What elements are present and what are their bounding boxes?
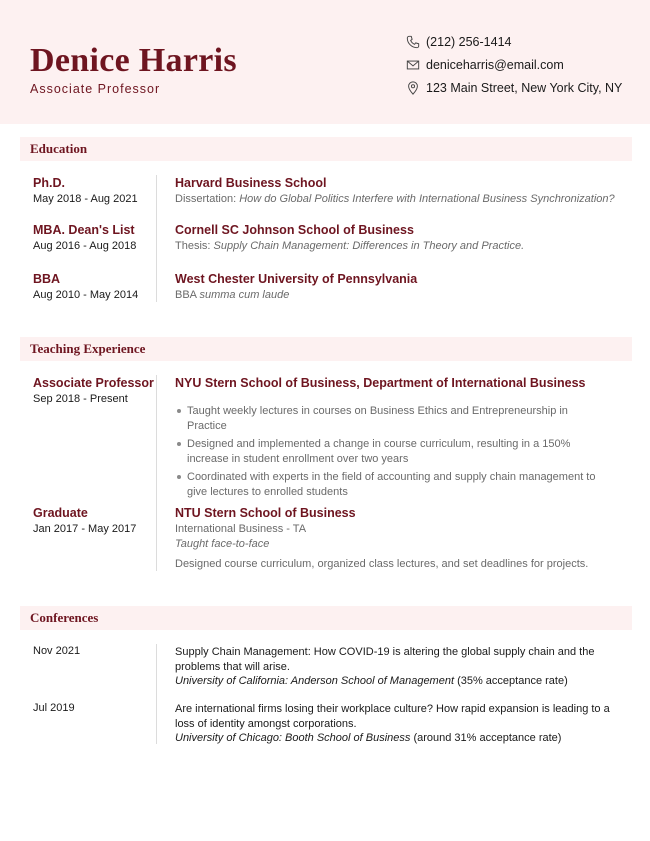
person-name: Denice Harris (30, 42, 237, 79)
education-entry-left (33, 223, 136, 252)
address-text: 123 Main Street, New York City, NY (426, 81, 623, 95)
dates: Aug 2010 - May 2014 (33, 289, 139, 301)
education-entry-right (175, 223, 625, 252)
detail-label: Dissertation: (175, 193, 240, 205)
conference-venue: University of Chicago: Booth School of Business (175, 732, 411, 744)
education-entry-left (33, 272, 138, 301)
description: Designed course curriculum, organized class lectures, and set deadlines for projects. (175, 558, 589, 570)
divider-line (156, 375, 157, 571)
dates: May 2018 - Aug 2021 (33, 193, 138, 205)
degree: Ph.D. (33, 176, 65, 190)
contact-email (406, 58, 564, 72)
education-section-header (20, 137, 632, 161)
conference-venue-line (175, 731, 630, 746)
location-pin-icon (406, 81, 420, 95)
conference-entry (175, 702, 630, 746)
conference-note: (around 31% acceptance rate) (410, 732, 562, 744)
teaching-entry-right (175, 376, 625, 503)
teaching-section-header (20, 337, 632, 361)
detail (175, 193, 625, 205)
dates: Aug 2016 - Aug 2018 (33, 240, 137, 252)
detail-label: BBA (175, 289, 200, 301)
role: Associate Professor (33, 376, 154, 390)
detail-italic: summa cum laude (199, 289, 290, 301)
conference-date: Jul 2019 (33, 702, 75, 714)
teaching-entry-left (33, 376, 154, 405)
position: International Business - TA (175, 523, 307, 535)
conference-note: (35% acceptance rate) (454, 675, 568, 687)
resume-header (0, 0, 650, 124)
teaching-entry-left (33, 506, 136, 535)
conference-date: Nov 2021 (33, 645, 81, 657)
person-title: Associate Professor (30, 82, 161, 96)
school: Harvard Business School (175, 176, 327, 190)
divider-line (156, 175, 157, 302)
detail (175, 240, 625, 252)
bullet-item: Taught weekly lectures in courses on Business Ethics and Entrepreneurship in Practice (175, 404, 605, 433)
phone-text: (212) 256-1414 (426, 35, 512, 49)
conference-entry (175, 645, 630, 689)
degree: MBA. Dean's List (33, 223, 135, 237)
bullet-item: Designed and implemented a change in course curriculum, resulting in a 150% increase in student enrollment over two years (175, 437, 605, 466)
education-entry-right (175, 272, 625, 301)
section-title: Education (30, 141, 88, 156)
email-text: deniceharris@email.com (426, 58, 564, 72)
detail (175, 289, 625, 301)
organization: NTU Stern School of Business (175, 506, 356, 520)
conference-venue: University of California: Anderson School of Management (175, 675, 455, 687)
degree: BBA (33, 272, 61, 286)
envelope-icon (406, 58, 420, 72)
school: Cornell SC Johnson School of Business (175, 223, 414, 237)
bullet-item: Coordinated with experts in the field of accounting and supply chain management to give lectures to enrolled students (175, 470, 605, 499)
conference-title: Supply Chain Management: How COVID-19 is altering the global supply chain and the problems that will arise. (175, 646, 595, 673)
detail-italic: Supply Chain Management: Differences in Theory and Practice. (213, 240, 525, 252)
section-title: Teaching Experience (30, 341, 146, 356)
contact-address (406, 81, 622, 95)
role: Graduate (33, 506, 88, 520)
bullet-list (175, 404, 625, 499)
divider-line (156, 644, 157, 744)
detail-italic: How do Global Politics Interfere with International Business Synchronization? (239, 193, 615, 205)
conferences-section-header (20, 606, 632, 630)
school: West Chester University of Pennsylvania (175, 272, 418, 286)
note: Taught face-to-face (175, 538, 270, 550)
education-entry-right (175, 176, 625, 205)
education-entry-left (33, 176, 138, 205)
conference-title: Are international firms losing their workplace culture? How rapid expansion is leading to a loss of identity amongst corporations. (175, 703, 610, 730)
contact-phone (406, 35, 511, 49)
section-title: Conferences (30, 610, 99, 625)
dates: Jan 2017 - May 2017 (33, 523, 137, 535)
detail-label: Thesis: (175, 240, 214, 252)
phone-icon (406, 35, 420, 49)
teaching-entry-right (175, 506, 625, 572)
organization: NYU Stern School of Business, Department of International Business (175, 376, 586, 390)
dates: Sep 2018 - Present (33, 393, 128, 405)
conference-venue-line (175, 674, 630, 689)
